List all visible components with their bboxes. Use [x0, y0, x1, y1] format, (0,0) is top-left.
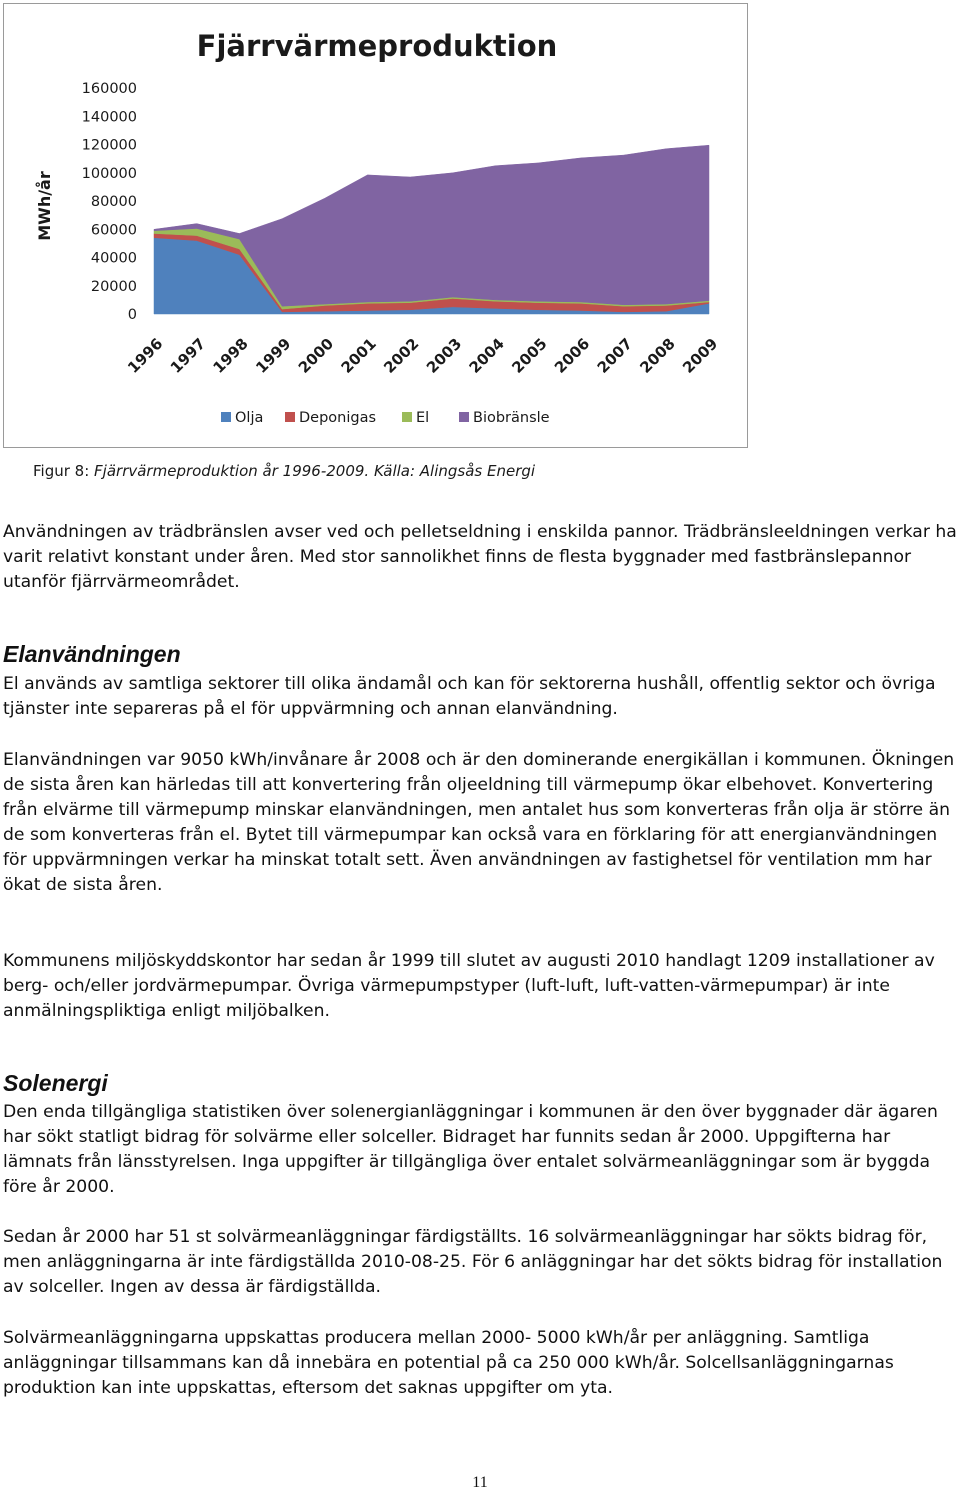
page-number: 11: [472, 1474, 488, 1491]
heading-elanvandningen: Elanvändningen: [3, 641, 181, 667]
paragraph-tradbransle: Användningen av trädbränslen avser ved och pelletseldning i enskilda pannor. Trädbränsleeldningen verkar ha varit relativt konstant under åren. Med stor sannolikhet finns de flesta byggnader med fastbränslepannor utanför fjärrvärmeområdet.: [3, 522, 957, 592]
paragraph-elanvandning-2008: Elanvändningen var 9050 kWh/invånare år 2008 och är den dominerande energikällan i kommunen. Ökningen de sista åren kan härledas till att konvertering från oljeeldning till värmepump ökar elbehovet. Konvertering från elvärme till värmepump minskar elanvändningen, men antalet hus som konverteras från olja är större än de som konverteras från el. Bytet till värmepumpar kan också vara en förklaring för att energianvändningen för uppvärmningen verkar ha minskat totalt sett. Även användningen av fastighetsel för ventilation mm har ökat de sista åren.: [3, 750, 955, 895]
x-tick-label: 2009: [679, 334, 722, 377]
x-tick-label: 2000: [294, 334, 338, 377]
legend-swatch: [459, 412, 469, 422]
legend-swatch: [285, 412, 295, 422]
legend-item-biobränsle: [459, 410, 550, 426]
x-tick-label: 2008: [636, 334, 679, 377]
x-tick-label: 2006: [551, 334, 594, 377]
y-tick-label: 160000: [81, 81, 137, 97]
paragraph-varmepumpar: Kommunens miljöskyddskontor har sedan år 1999 till slutet av augusti 2010 handlagt 1209 installationer av berg- och/eller jordvärmepumpar. Övriga värmepumpstyper (luft-luft, luft-vatten-värmepumpar) är inte anmälningspliktiga enligt miljöbalken.: [3, 951, 935, 1021]
chart-frame: [3, 3, 748, 448]
production-chart: [4, 4, 747, 447]
x-tick-label: 2001: [337, 334, 380, 377]
y-tick-label: 0: [127, 307, 137, 323]
y-tick-label: 140000: [81, 109, 137, 126]
heading-solenergi: Solenergi: [3, 1070, 108, 1096]
x-tick-label: 1999: [252, 334, 295, 377]
x-tick-label: 2002: [380, 334, 423, 377]
x-tick-label: 2004: [465, 334, 508, 377]
y-tick-label: 80000: [90, 194, 137, 210]
y-tick-label: 100000: [81, 165, 137, 182]
figure-caption: [33, 462, 535, 480]
x-tick-label: 1996: [124, 334, 167, 377]
x-tick-label: 2003: [422, 334, 466, 377]
figure-caption-text: Fjärrvärmeproduktion år 1996-2009. Källa: Alingsås Energi: [94, 462, 536, 480]
x-tick-label: 2005: [508, 334, 551, 377]
chart-title: Fjärrvärmeproduktion: [196, 29, 558, 63]
figure-caption-label: Figur 8:: [33, 462, 95, 480]
x-tick-label: 1998: [209, 334, 252, 377]
legend-label: Deponigas: [299, 410, 377, 426]
legend-label: Olja: [235, 410, 264, 426]
x-tick-label: 2007: [593, 334, 636, 377]
legend-swatch: [221, 412, 231, 422]
y-tick-label: 120000: [81, 137, 137, 154]
legend-item-olja: [221, 410, 263, 426]
chart-y-axis-label: MWh/år: [35, 171, 54, 241]
y-tick-label: 40000: [90, 250, 137, 267]
legend-swatch: [402, 412, 412, 422]
y-tick-label: 20000: [90, 278, 137, 295]
paragraph-sol-anlaggningar: Sedan år 2000 har 51 st solvärmeanläggningar färdigställts. 16 solvärmeanläggningar har sökts bidrag för, men anläggningarna är inte färdigställda 2010-08-25. För 6 anläggningar har det sökts bidrag för installation av solceller. Ingen av dessa är färdigställda.: [3, 1227, 943, 1297]
legend-label: Biobränsle: [473, 410, 550, 426]
paragraph-sol-produktion: Solvärmeanläggningarna uppskattas producera mellan 2000- 5000 kWh/år per anläggning. Samtliga anläggningar tillsammans kan då innebära en potential på ca 250 000 kWh/år. Solcellsanläggningarnas produktion kan inte uppskattas, eftersom det saknas uppgifter om yta.: [3, 1328, 894, 1398]
x-tick-label: 1997: [166, 334, 210, 377]
legend-label: El: [416, 410, 430, 426]
paragraph-el-sektorer: El används av samtliga sektorer till olika ändamål och kan för sektorerna hushåll, offentlig sektor och övriga tjänster inte separeras på el för uppvärmning och annan elanvändning.: [3, 674, 936, 719]
legend-item-deponigas: [285, 410, 376, 426]
y-tick-label: 60000: [90, 222, 137, 239]
paragraph-sol-statistik: Den enda tillgängliga statistiken över solenergianläggningar i kommunen är den över byggnader där ägaren har sökt statligt bidrag för solvärme eller solceller. Bidraget har funnits sedan år 2000. Uppgifterna har lämnats från länsstyrelsen. Inga uppgifter är tillgängliga över entalet solvärmeanläggningar som är byggda före år 2000.: [3, 1102, 938, 1197]
legend-item-el: [402, 410, 429, 426]
